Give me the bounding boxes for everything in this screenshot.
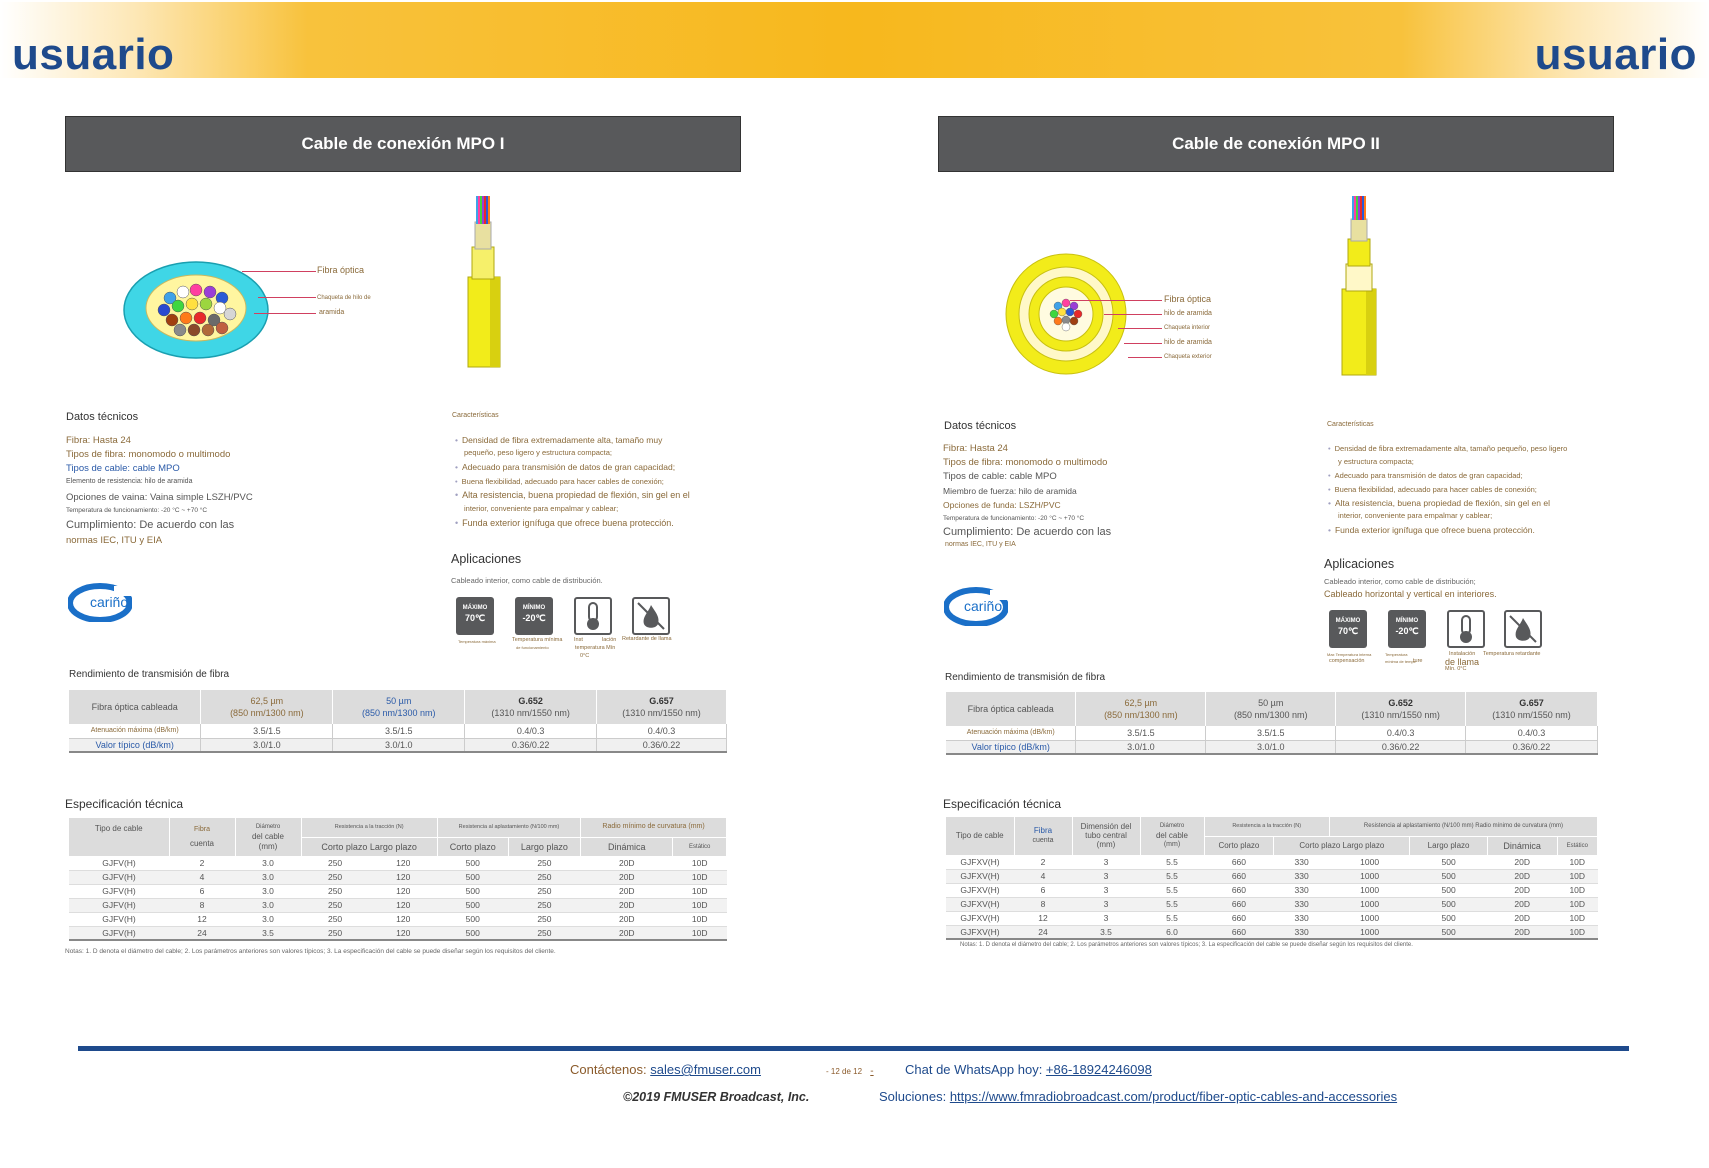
spec-header: Estático bbox=[1557, 836, 1598, 855]
table-cell: 250 bbox=[508, 898, 580, 912]
table-cell: 3.0 bbox=[235, 856, 301, 870]
feature-item: • Adecuado para transmisión de datos de gran capacidad; bbox=[1328, 471, 1523, 480]
spec-header: Tipo de cable bbox=[946, 817, 1014, 855]
table-cell: 1000 bbox=[1329, 925, 1409, 939]
spec-header: Corto plazo bbox=[1204, 836, 1274, 855]
table-cell: 8 bbox=[169, 898, 235, 912]
perf-header: 50 µm (850 nm/1300 nm) bbox=[1206, 692, 1336, 726]
table-cell: 1000 bbox=[1329, 911, 1409, 925]
bullet-icon: • bbox=[1328, 498, 1331, 508]
table-cell: GJFXV(H) bbox=[946, 911, 1014, 925]
table-cell: 10D bbox=[1557, 925, 1598, 939]
bullet-icon: • bbox=[455, 477, 458, 486]
table-row bbox=[946, 925, 1598, 939]
table-cell: 330 bbox=[1274, 897, 1330, 911]
spec-title: Especificación técnica bbox=[65, 797, 184, 811]
applications-title: Aplicaciones bbox=[451, 552, 522, 566]
table-cell: 5.5 bbox=[1140, 897, 1204, 911]
table-cell: 10D bbox=[1557, 855, 1598, 869]
whatsapp-link[interactable]: +86-18924246098 bbox=[1045, 1062, 1152, 1077]
perf-header: G.652 (1310 nm/1550 nm) bbox=[465, 690, 597, 724]
spec-header: Corto plazo bbox=[437, 837, 508, 856]
table-cell: 660 bbox=[1204, 883, 1274, 897]
table-row bbox=[69, 870, 727, 884]
tech-data-title: Datos técnicos bbox=[66, 411, 139, 423]
table-row: Atenuación máxima (dB/km) 3.5/1.5 3.5/1.5 0.4/0.3 0.4/0.3 bbox=[946, 726, 1598, 740]
callout-label: Fibra óptica bbox=[317, 265, 365, 275]
perf-header: G.652 (1310 nm/1550 nm) bbox=[1336, 692, 1466, 726]
callout-line bbox=[1104, 314, 1162, 315]
table-cell: 500 bbox=[437, 898, 508, 912]
icon-caption: lación bbox=[602, 637, 617, 643]
icon-caption: ture bbox=[1413, 658, 1423, 664]
perf-title: Rendimiento de transmisión de fibra bbox=[945, 672, 1106, 683]
table-row bbox=[946, 883, 1598, 897]
tech-line: Fibra: Hasta 24 bbox=[943, 443, 1008, 454]
application-line: Cableado interior, como cable de distribución; bbox=[1324, 577, 1476, 586]
tech-line: Tipos de cable: cable MPO bbox=[66, 463, 180, 474]
table-cell: 5.5 bbox=[1140, 911, 1204, 925]
spec-header: Radio mínimo de curvatura (mm) bbox=[581, 818, 727, 837]
table-cell: 500 bbox=[437, 912, 508, 926]
table-row bbox=[69, 884, 727, 898]
tech-line: Opciones de funda: LSZH/PVC bbox=[943, 500, 1061, 510]
table-cell: 250 bbox=[508, 856, 580, 870]
panel-mpo-2 bbox=[938, 116, 1614, 172]
icon-caption: Mín. 0°C bbox=[1445, 666, 1467, 672]
table-cell: 660 bbox=[1204, 869, 1274, 883]
spec-header: Largo plazo bbox=[1410, 836, 1487, 855]
features-title: Características bbox=[1327, 421, 1374, 428]
feature-item: • Densidad de fibra extremadamente alta, tamaño muy bbox=[455, 435, 663, 445]
spec-header: Resistencia a la tracción (N) bbox=[301, 818, 437, 837]
table-cell: 3.0 bbox=[235, 912, 301, 926]
table-cell: 20D bbox=[1487, 883, 1557, 897]
table-row bbox=[69, 926, 727, 940]
table-cell: 5.5 bbox=[1140, 883, 1204, 897]
panel-title: Cable de conexión MPO II bbox=[938, 116, 1614, 172]
icon-caption: Temperatura retardante bbox=[1483, 651, 1541, 657]
table-cell: 10D bbox=[673, 926, 727, 940]
spec-header: Diámetro del cable (mm) bbox=[235, 818, 301, 856]
copyright: ©2019 FMUSER Broadcast, Inc. bbox=[623, 1090, 810, 1104]
spec-header: Resistencia a la tracción (N) bbox=[1204, 817, 1329, 836]
icon-caption: compensación bbox=[1329, 658, 1365, 664]
table-cell: 10D bbox=[673, 870, 727, 884]
table-cell: 500 bbox=[1410, 855, 1487, 869]
tech-line: Tipos de fibra: monomodo o multimodo bbox=[943, 457, 1108, 468]
min-temp-icon: MÍNIMO -20℃ bbox=[1388, 610, 1426, 648]
tech-line: Opciones de vaina: Vaina simple LSZH/PVC bbox=[66, 492, 253, 503]
tech-line: Tipos de cable: cable MPO bbox=[943, 471, 1057, 482]
tech-line: Temperatura de funcionamiento: -20 °C ~ +70 °C bbox=[66, 507, 208, 514]
table-row bbox=[946, 869, 1598, 883]
cable-cross-section-illustration bbox=[118, 258, 274, 362]
table-row bbox=[69, 898, 727, 912]
table-row bbox=[69, 856, 727, 870]
callout-line bbox=[1118, 328, 1162, 329]
callout-label: Fibra óptica bbox=[1164, 294, 1212, 304]
table-cell: GJFXV(H) bbox=[946, 897, 1014, 911]
tech-data-title: Datos técnicos bbox=[944, 420, 1017, 432]
perf-header: 62,5 µm (850 nm/1300 nm) bbox=[1076, 692, 1206, 726]
solutions-link[interactable]: https://www.fmradiobroadcast.com/product/fiber-optic-cables-and-accessories bbox=[949, 1089, 1398, 1104]
table-cell: 120 bbox=[369, 898, 437, 912]
callout-label: Chaqueta interior bbox=[1164, 325, 1211, 331]
tech-line: Cumplimiento: De acuerdo con las bbox=[66, 519, 235, 531]
spec-table bbox=[946, 817, 1598, 940]
table-cell: 1000 bbox=[1329, 855, 1409, 869]
table-cell: 6 bbox=[1014, 883, 1072, 897]
table-cell: 330 bbox=[1274, 925, 1330, 939]
callout-line bbox=[1124, 343, 1162, 344]
table-row bbox=[946, 855, 1598, 869]
spec-header: Fibra cuenta bbox=[169, 818, 235, 856]
min-temp-icon: MÍNIMO -20℃ bbox=[515, 597, 553, 635]
tech-line: Tipos de fibra: monomodo o multimodo bbox=[66, 449, 231, 460]
applications-title: Aplicaciones bbox=[1324, 557, 1395, 571]
icon-caption: 0°C bbox=[580, 653, 590, 659]
table-cell: 2 bbox=[169, 856, 235, 870]
table-cell: 24 bbox=[1014, 925, 1072, 939]
table-cell: GJFXV(H) bbox=[946, 925, 1014, 939]
feature-item: • Funda exterior ignífuga que ofrece buena protección. bbox=[1328, 525, 1535, 535]
email-link[interactable]: sales@fmuser.com bbox=[650, 1062, 761, 1077]
table-cell: 10D bbox=[673, 912, 727, 926]
perf-header: 50 µm (850 nm/1300 nm) bbox=[333, 690, 465, 724]
perf-title: Rendimiento de transmisión de fibra bbox=[69, 669, 230, 680]
table-cell: 3.0 bbox=[235, 898, 301, 912]
table-cell: 10D bbox=[1557, 883, 1598, 897]
table-cell: 330 bbox=[1274, 855, 1330, 869]
bullet-icon: • bbox=[455, 462, 458, 472]
max-temp-icon: MÁXIMO 70℃ bbox=[456, 597, 494, 635]
table-cell: 3 bbox=[1072, 869, 1140, 883]
table-cell: 3.0 bbox=[235, 870, 301, 884]
table-cell: GJFV(H) bbox=[69, 926, 169, 940]
tech-line: Cumplimiento: De acuerdo con las bbox=[943, 526, 1112, 538]
table-cell: 500 bbox=[1410, 883, 1487, 897]
panel-title: Cable de conexión MPO I bbox=[65, 116, 741, 172]
table-cell: 250 bbox=[508, 884, 580, 898]
perf-header: Fibra óptica cableada bbox=[946, 692, 1076, 726]
table-cell: 5.5 bbox=[1140, 869, 1204, 883]
table-cell: 10D bbox=[1557, 897, 1598, 911]
table-cell: 10D bbox=[673, 856, 727, 870]
table-cell: 250 bbox=[301, 898, 369, 912]
perf-header: 62,5 µm (850 nm/1300 nm) bbox=[201, 690, 333, 724]
feature-item: • Densidad de fibra extremadamente alta, tamaño pequeño, peso ligero bbox=[1328, 444, 1568, 453]
brand-logo-left: usuario bbox=[12, 30, 175, 79]
flame-retardant-icon bbox=[632, 597, 670, 635]
feature-item: • Buena flexibilidad, adecuado para hacer cables de conexión; bbox=[455, 477, 664, 486]
callout-line bbox=[258, 297, 316, 298]
table-cell: 500 bbox=[1410, 869, 1487, 883]
table-cell: 500 bbox=[1410, 911, 1487, 925]
icon-caption: Temperatura máxima bbox=[458, 639, 496, 644]
table-cell: 3 bbox=[1072, 911, 1140, 925]
flame-retardant-icon bbox=[1504, 610, 1542, 648]
table-cell: 3.5 bbox=[1072, 925, 1140, 939]
table-cell: 3.5 bbox=[235, 926, 301, 940]
table-cell: 4 bbox=[1014, 869, 1072, 883]
table-cell: 20D bbox=[1487, 911, 1557, 925]
callout-line bbox=[242, 271, 316, 272]
table-cell: 250 bbox=[508, 870, 580, 884]
bullet-icon: • bbox=[1328, 485, 1331, 494]
bullet-icon: • bbox=[1328, 471, 1331, 480]
table-cell: 20D bbox=[581, 912, 673, 926]
callout-line bbox=[1070, 300, 1162, 301]
bullet-icon: • bbox=[455, 435, 458, 445]
bullet-icon: • bbox=[1328, 444, 1331, 453]
table-cell: 3 bbox=[1072, 883, 1140, 897]
table-cell: 20D bbox=[1487, 925, 1557, 939]
table-cell: GJFV(H) bbox=[69, 870, 169, 884]
solutions-line: Soluciones: https://www.fmradiobroadcast.com/product/fiber-optic-cables-and-accessories bbox=[879, 1089, 1398, 1104]
bullet-icon: • bbox=[1328, 525, 1331, 535]
feature-item: • Adecuado para transmisión de datos de gran capacidad; bbox=[455, 462, 676, 472]
spec-title: Especificación técnica bbox=[943, 797, 1062, 811]
table-cell: 5.5 bbox=[1140, 855, 1204, 869]
table-cell: 330 bbox=[1274, 869, 1330, 883]
icon-caption: Temperatura bbox=[1385, 652, 1408, 657]
table-cell: 250 bbox=[301, 926, 369, 940]
table-cell: 120 bbox=[369, 884, 437, 898]
table-cell: 330 bbox=[1274, 883, 1330, 897]
table-cell: 500 bbox=[437, 856, 508, 870]
tech-line: normas IEC, ITU y EIA bbox=[945, 541, 1016, 548]
table-cell: 500 bbox=[1410, 925, 1487, 939]
perf-table bbox=[69, 690, 727, 753]
notes: Notas: 1. D denota el diámetro del cable; 2. Los parámetros anteriores son valores típicos; 3. La especificación del cable se puede diseñar según los requisitos del cliente. bbox=[960, 942, 1413, 948]
cable-side-view-illustration bbox=[462, 192, 506, 368]
table-row bbox=[946, 897, 1598, 911]
icon-caption: Inst bbox=[574, 637, 583, 643]
table-cell: GJFXV(H) bbox=[946, 869, 1014, 883]
tech-line: Elemento de resistencia: hilo de aramida bbox=[66, 478, 193, 485]
icon-caption: mínima de tempe bbox=[1385, 659, 1416, 664]
table-cell: 20D bbox=[581, 898, 673, 912]
table-cell: GJFV(H) bbox=[69, 898, 169, 912]
tech-line: Temperatura de funcionamiento: -20 °C ~ +70 °C bbox=[943, 515, 1085, 522]
table-cell: 10D bbox=[673, 884, 727, 898]
application-line: Cableado interior, como cable de distribución. bbox=[451, 576, 603, 585]
table-cell: 20D bbox=[581, 856, 673, 870]
table-cell: 10D bbox=[1557, 869, 1598, 883]
table-cell: 12 bbox=[1014, 911, 1072, 925]
table-cell: 8 bbox=[1014, 897, 1072, 911]
spec-header: Dimensión del tubo central (mm) bbox=[1072, 817, 1140, 855]
callout-label: hilo de aramida bbox=[1164, 310, 1212, 317]
spec-header: Dinámica bbox=[581, 837, 673, 856]
table-cell: GJFV(H) bbox=[69, 912, 169, 926]
table-cell: 250 bbox=[301, 856, 369, 870]
perf-header: G.657 (1310 nm/1550 nm) bbox=[1466, 692, 1598, 726]
table-cell: GJFV(H) bbox=[69, 884, 169, 898]
contact-line: Contáctenos: sales@fmuser.com bbox=[570, 1062, 761, 1077]
table-row: Valor típico (dB/km) 3.0/1.0 3.0/1.0 0.36/0.22 0.36/0.22 bbox=[69, 738, 727, 752]
spec-header: Resistencia al aplastamiento (N/100 mm) Radio mínimo de curvatura (mm) bbox=[1329, 817, 1597, 836]
cable-side-view-illustration bbox=[1338, 194, 1380, 376]
table-row: Atenuación máxima (dB/km) 3.5/1.5 3.5/1.5 0.4/0.3 0.4/0.3 bbox=[69, 724, 727, 738]
icon-caption: de llama bbox=[1445, 657, 1480, 667]
table-cell: 500 bbox=[437, 926, 508, 940]
table-cell: 3.0 bbox=[235, 884, 301, 898]
table-cell: 660 bbox=[1204, 925, 1274, 939]
feature-item: • Buena flexibilidad, adecuado para hacer cables de conexión; bbox=[1328, 485, 1537, 494]
callout-label: Chaqueta exterior bbox=[1164, 354, 1212, 360]
table-cell: 500 bbox=[1410, 897, 1487, 911]
header-band bbox=[0, 2, 1709, 78]
table-cell: 500 bbox=[437, 870, 508, 884]
table-cell: 500 bbox=[437, 884, 508, 898]
thermometer-icon bbox=[1447, 610, 1485, 648]
icon-caption: Temperatura mínima bbox=[512, 637, 563, 643]
tech-line: Miembro de fuerza: hilo de aramida bbox=[943, 486, 1077, 496]
table-cell: 250 bbox=[301, 912, 369, 926]
spec-table bbox=[69, 818, 727, 941]
table-cell: GJFV(H) bbox=[69, 856, 169, 870]
table-cell: GJFXV(H) bbox=[946, 855, 1014, 869]
feature-item: • Alta resistencia, buena propiedad de flexión, sin gel en el bbox=[455, 490, 690, 500]
application-line: Cableado horizontal y vertical en interiores. bbox=[1324, 589, 1497, 599]
table-cell: 20D bbox=[581, 926, 673, 940]
table-cell: 120 bbox=[369, 926, 437, 940]
table-cell: 20D bbox=[1487, 855, 1557, 869]
callout-line bbox=[254, 313, 316, 314]
icon-caption: de funcionamiento bbox=[516, 645, 549, 650]
spec-header: Estático bbox=[673, 837, 727, 856]
icon-caption: Retardante de llama bbox=[622, 636, 672, 642]
footer-rule bbox=[78, 1046, 1629, 1051]
spec-header: Diámetro del cable (mm) bbox=[1140, 817, 1204, 855]
spec-header: Tipo de cable bbox=[69, 818, 169, 856]
table-cell: 660 bbox=[1204, 897, 1274, 911]
icon-caption: Instalación bbox=[1449, 651, 1476, 657]
spec-header: Corto plazo Largo plazo bbox=[1274, 836, 1410, 855]
table-cell: 2 bbox=[1014, 855, 1072, 869]
table-cell: 10D bbox=[673, 898, 727, 912]
table-cell: 20D bbox=[1487, 897, 1557, 911]
table-cell: 24 bbox=[169, 926, 235, 940]
features-title: Características bbox=[452, 412, 499, 419]
whatsapp-line: Chat de WhatsApp hoy: +86-18924246098 bbox=[905, 1062, 1152, 1077]
feature-item-cont: y estructura compacta; bbox=[1338, 457, 1414, 466]
table-cell: 10D bbox=[1557, 911, 1598, 925]
bullet-icon: • bbox=[455, 518, 459, 528]
table-cell: 20D bbox=[581, 884, 673, 898]
feature-item-cont: interior, conveniente para empalmar y cablear; bbox=[464, 504, 619, 513]
table-cell: 250 bbox=[508, 926, 580, 940]
feature-item: • Funda exterior ignífuga que ofrece buena protección. bbox=[455, 518, 674, 528]
table-cell: 12 bbox=[169, 912, 235, 926]
table-cell: 120 bbox=[369, 856, 437, 870]
bullet-icon: • bbox=[455, 490, 459, 500]
table-cell: 120 bbox=[369, 870, 437, 884]
feature-item-cont: interior, conveniente para empalmar y cablear; bbox=[1338, 511, 1493, 520]
table-row bbox=[69, 912, 727, 926]
icon-caption: temperatura Mín bbox=[575, 645, 616, 651]
perf-header: G.657 (1310 nm/1550 nm) bbox=[597, 690, 727, 724]
logo-text: cariño bbox=[90, 594, 129, 610]
callout-label: aramida bbox=[319, 309, 345, 316]
table-cell: 1000 bbox=[1329, 883, 1409, 897]
icon-caption: Max Temperatura interna bbox=[1327, 652, 1372, 657]
tech-line: Fibra: Hasta 24 bbox=[66, 435, 131, 446]
max-temp-icon: MÁXIMO 70℃ bbox=[1329, 610, 1367, 648]
table-cell: GJFXV(H) bbox=[946, 883, 1014, 897]
brand-logo-right: usuario bbox=[1534, 30, 1697, 79]
table-cell: 6 bbox=[169, 884, 235, 898]
table-cell: 250 bbox=[301, 884, 369, 898]
spec-header: Fibra cuenta bbox=[1014, 817, 1072, 855]
table-cell: 660 bbox=[1204, 855, 1274, 869]
panel-mpo-1 bbox=[65, 116, 741, 172]
table-cell: 6.0 bbox=[1140, 925, 1204, 939]
spec-header: Corto plazo Largo plazo bbox=[301, 837, 437, 856]
page-number: - 12 de 12 - bbox=[826, 1066, 874, 1077]
table-cell: 1000 bbox=[1329, 897, 1409, 911]
table-cell: 1000 bbox=[1329, 869, 1409, 883]
perf-table bbox=[946, 692, 1598, 755]
table-cell: 3 bbox=[1072, 897, 1140, 911]
callout-label: Chaqueta de hilo de bbox=[317, 295, 371, 301]
table-cell: 250 bbox=[301, 870, 369, 884]
table-cell: 660 bbox=[1204, 911, 1274, 925]
spec-header: Largo plazo bbox=[508, 837, 580, 856]
tech-line: normas IEC, ITU y EIA bbox=[66, 535, 163, 546]
table-cell: 20D bbox=[1487, 869, 1557, 883]
callout-line bbox=[1128, 357, 1162, 358]
table-cell: 250 bbox=[508, 912, 580, 926]
table-row: Valor típico (dB/km) 3.0/1.0 3.0/1.0 0.36/0.22 0.36/0.22 bbox=[946, 740, 1598, 754]
table-cell: 3 bbox=[1072, 855, 1140, 869]
perf-header: Fibra óptica cableada bbox=[69, 690, 201, 724]
notes: Notas: 1. D denota el diámetro del cable; 2. Los parámetros anteriores son valores típicos; 3. La especificación del cable se puede diseñar según los requisitos del cliente. bbox=[65, 948, 556, 955]
feature-item-cont: pequeño, peso ligero y estructura compacta; bbox=[464, 448, 613, 457]
spec-header: Dinámica bbox=[1487, 836, 1557, 855]
spec-header: Resistencia al aplastamiento (N/100 mm) bbox=[437, 818, 580, 837]
table-cell: 120 bbox=[369, 912, 437, 926]
callout-label: hilo de aramida bbox=[1164, 339, 1212, 346]
logo-text: cariño bbox=[964, 598, 1003, 614]
table-cell: 20D bbox=[581, 870, 673, 884]
feature-item: • Alta resistencia, buena propiedad de flexión, sin gel en el bbox=[1328, 498, 1550, 508]
table-cell: 330 bbox=[1274, 911, 1330, 925]
table-row bbox=[946, 911, 1598, 925]
thermometer-icon bbox=[574, 597, 612, 635]
table-cell: 4 bbox=[169, 870, 235, 884]
